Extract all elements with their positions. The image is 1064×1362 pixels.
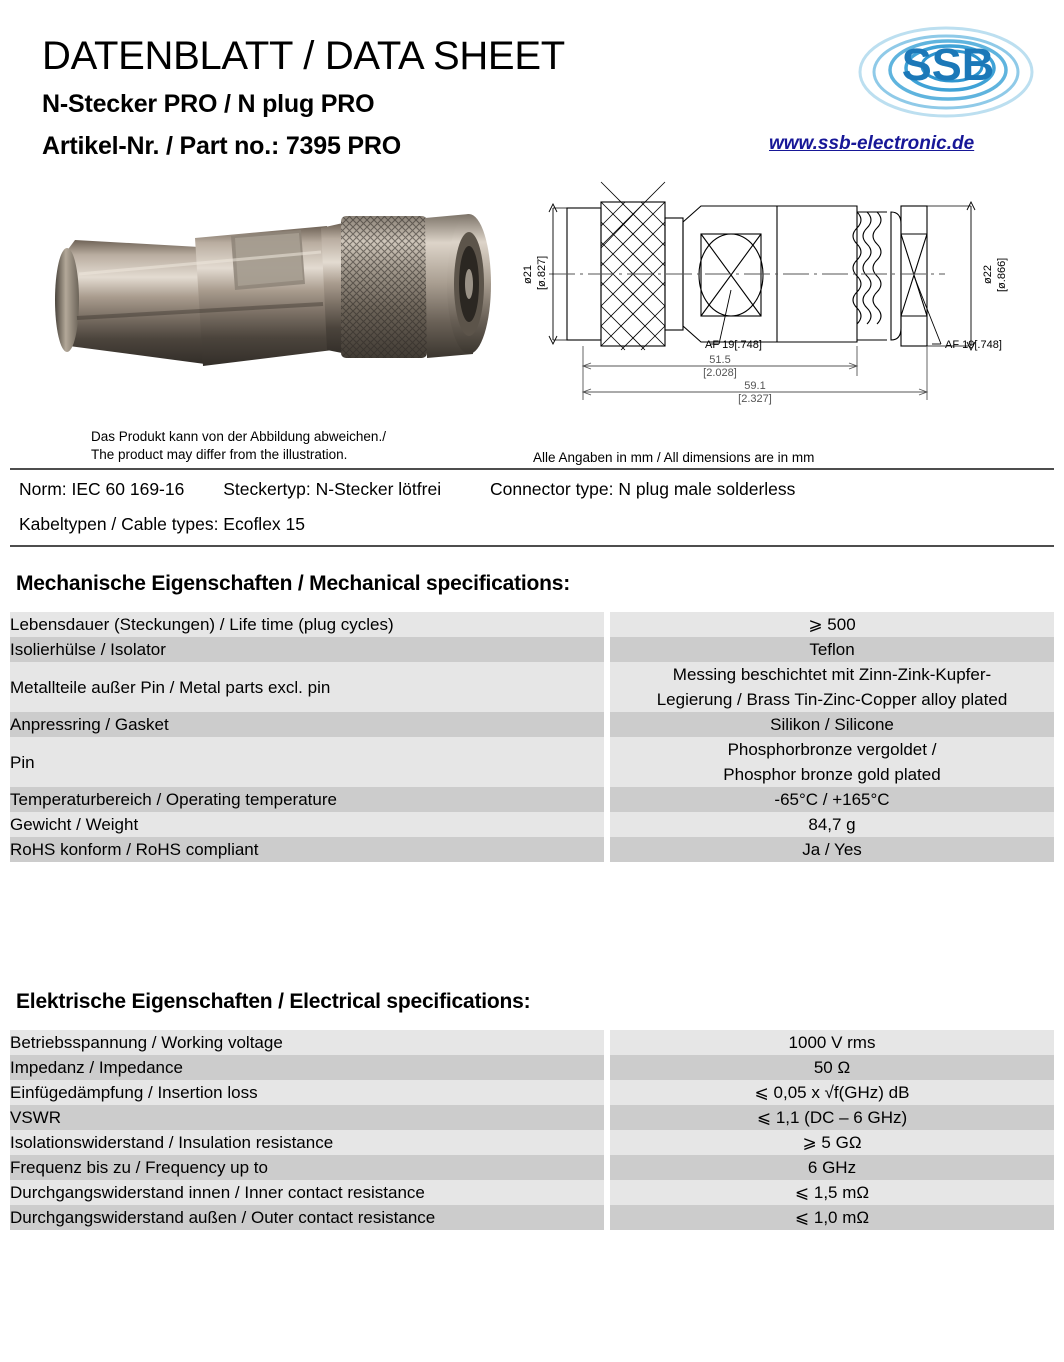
spec-label: Lebensdauer (Steckungen) / Life time (plug cycles) (10, 612, 604, 637)
spec-label: Gewicht / Weight (10, 812, 604, 837)
table-row (10, 1055, 1054, 1080)
ssb-logo (856, 22, 1036, 122)
dim-right-inch-label: [ø.866] (996, 257, 1008, 292)
spec-label: Isolationswiderstand / Insulation resistance (10, 1130, 604, 1155)
af-left-label: AF 19[.748] (705, 339, 762, 351)
logo-text: SSB (901, 39, 995, 90)
table-row (10, 837, 1054, 862)
website-link[interactable]: www.ssb-electronic.de (769, 133, 975, 154)
spec-label: RoHS konform / RoHS compliant (10, 837, 604, 862)
spec-value: Silikon / Silicone (610, 712, 1054, 737)
part-number: Artikel-Nr. / Part no.: 7395 PRO (42, 132, 401, 160)
mechanical-spec-table (10, 612, 1054, 862)
spec-label: Durchgangswiderstand innen / Inner contact resistance (10, 1180, 604, 1205)
spec-label: Temperaturbereich / Operating temperature (10, 787, 604, 812)
table-row (10, 812, 1054, 837)
spec-value: Phosphorbronze vergoldet / Phosphor bronze gold plated (610, 737, 1054, 787)
spec-value: Ja / Yes (610, 837, 1054, 862)
electrical-table-body (10, 1030, 1054, 1230)
photo-disclaimer-en: The product may differ from the illustration. (91, 447, 348, 462)
spec-label: VSWR (10, 1105, 604, 1130)
af-right-label: AF 19[.748] (945, 339, 1002, 351)
spec-value: 1000 V rms (610, 1030, 1054, 1055)
table-row (10, 1030, 1054, 1055)
photo-disclaimer (91, 428, 386, 464)
spec-label: Metallteile außer Pin / Metal parts excl. pin (10, 662, 604, 712)
table-row (10, 737, 1054, 787)
page-title: DATENBLATT / DATA SHEET (42, 34, 565, 78)
table-row (10, 1180, 1054, 1205)
table-row (10, 662, 1054, 712)
spec-label: Frequenz bis zu / Frequency up to (10, 1155, 604, 1180)
table-row (10, 1130, 1054, 1155)
spec-label: Einfügedämpfung / Insertion loss (10, 1080, 604, 1105)
table-row (10, 712, 1054, 737)
spec-value: ⩾ 500 (610, 612, 1054, 637)
length1-mm-label: 51.5 (709, 354, 731, 366)
mechanical-table-body (10, 612, 1054, 862)
electrical-spec-table (10, 1030, 1054, 1230)
product-photo (45, 178, 495, 403)
table-row (10, 787, 1054, 812)
spec-value: -65°C / +165°C (610, 787, 1054, 812)
spec-label: Anpressring / Gasket (10, 712, 604, 737)
length2-inch-label: [2.327] (738, 393, 772, 405)
norm-plug-type-de: Steckertyp: N-Stecker lötfrei (223, 479, 442, 499)
spec-value: Messing beschichtet mit Zinn-Zink-Kupfer- Legierung / Brass Tin-Zinc-Copper alloy plated (610, 662, 1054, 712)
norm-connector-type-en: Connector type: N plug male solderless (489, 479, 796, 499)
spec-value: ⩽ 0,05 x √f(GHz) dB (610, 1080, 1054, 1105)
table-row (10, 637, 1054, 662)
spec-value: Teflon (610, 637, 1054, 662)
table-row (10, 1155, 1054, 1180)
spec-value: ⩽ 1,1 (DC – 6 GHz) (610, 1105, 1054, 1130)
table-row (10, 1105, 1054, 1130)
spec-value: 6 GHz (610, 1155, 1054, 1180)
spec-label: Durchgangswiderstand außen / Outer contact resistance (10, 1205, 604, 1230)
spec-value: ⩽ 1,5 mΩ (610, 1180, 1054, 1205)
dim-left-label: ø21 (522, 265, 534, 284)
spec-label: Betriebsspannung / Working voltage (10, 1030, 604, 1055)
dim-right-label: ø22 (982, 265, 994, 284)
photo-disclaimer-de: Das Produkt kann von der Abbildung abweichen./ (91, 429, 386, 444)
norm-cable-types: Kabeltypen / Cable types: Ecoflex 15 (19, 514, 306, 534)
table-row (10, 612, 1054, 637)
electrical-heading: Elektrische Eigenschaften / Electrical specifications: (16, 990, 531, 1013)
table-row (10, 1205, 1054, 1230)
norm-row-cable (19, 514, 305, 535)
divider-top (10, 468, 1054, 470)
dimensions-note: Alle Angaben in mm / All dimensions are in mm (533, 450, 815, 465)
spec-label: Pin (10, 737, 604, 787)
length2-mm-label: 59.1 (744, 380, 766, 392)
dim-left-inch-label: [ø.827] (536, 255, 548, 290)
spec-value: ⩾ 5 GΩ (610, 1130, 1054, 1155)
table-row (10, 1080, 1054, 1105)
spec-label: Impedanz / Impedance (10, 1055, 604, 1080)
product-name: N-Stecker PRO / N plug PRO (42, 90, 375, 118)
spec-value: 84,7 g (610, 812, 1054, 837)
technical-drawing (505, 160, 1055, 410)
length1-inch-label: [2.028] (703, 367, 737, 379)
norm-row-primary (19, 479, 795, 500)
norm-standard: Norm: IEC 60 169-16 (19, 479, 185, 499)
spec-value: 50 Ω (610, 1055, 1054, 1080)
mechanical-heading: Mechanische Eigenschaften / Mechanical specifications: (16, 572, 571, 595)
spec-label: Isolierhülse / Isolator (10, 637, 604, 662)
divider-bottom (10, 545, 1054, 547)
spec-value: ⩽ 1,0 mΩ (610, 1205, 1054, 1230)
